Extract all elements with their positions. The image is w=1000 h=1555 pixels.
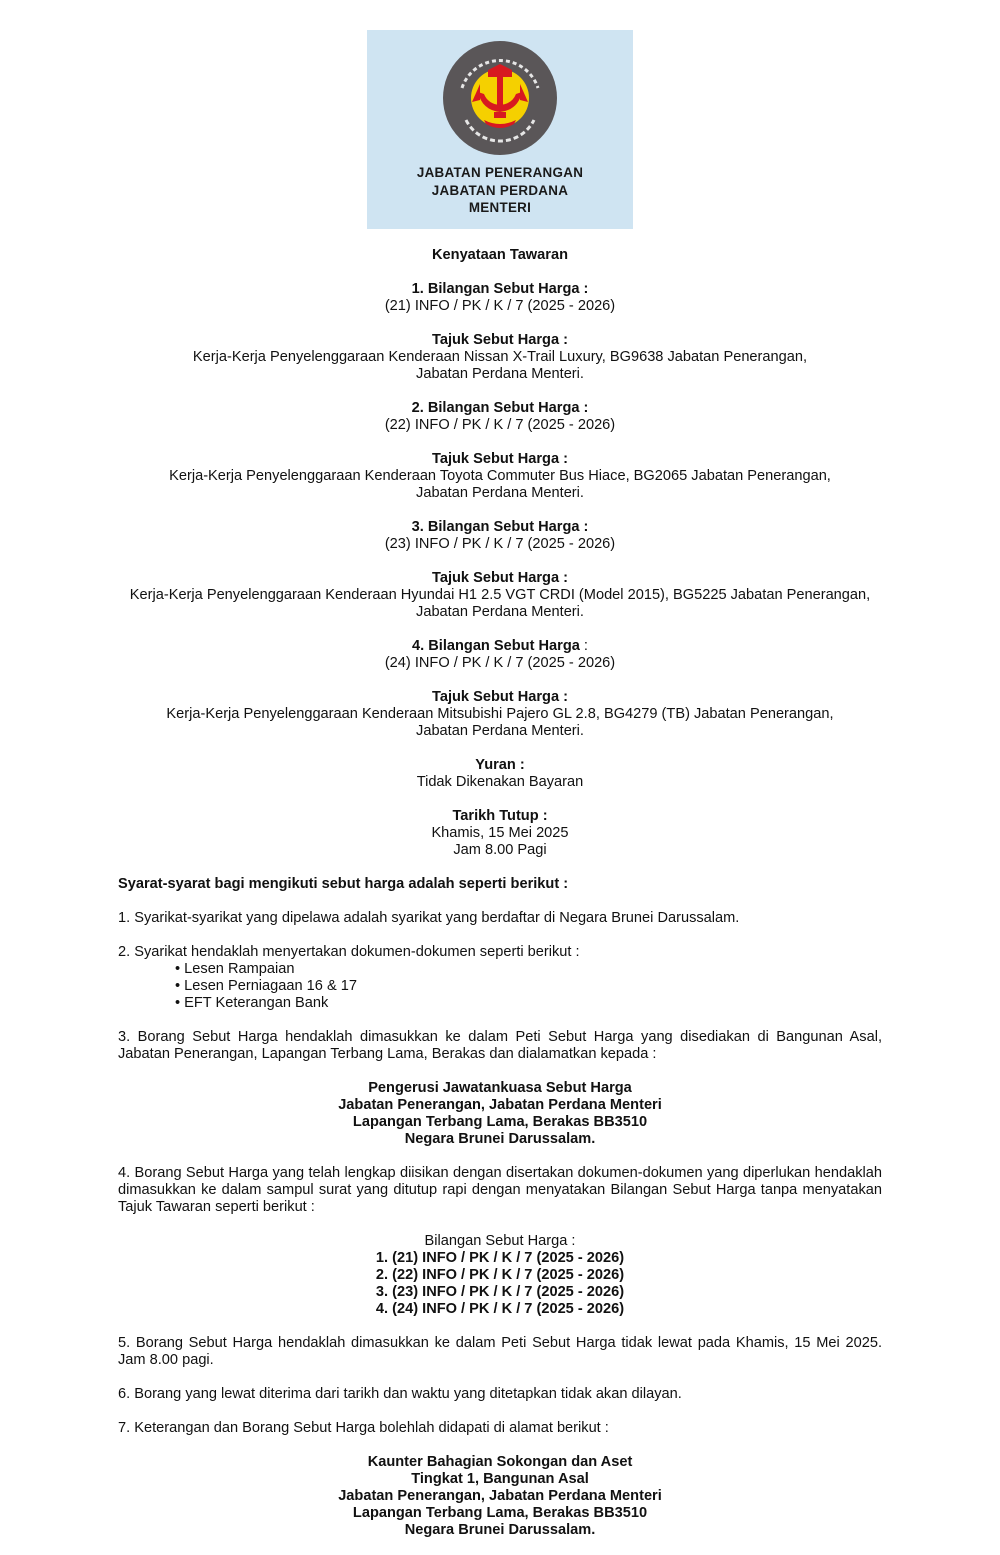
closing-time: Jam 8.00 Pagi (453, 842, 547, 858)
quote-number-label: 1. Bilangan Sebut Harga : (411, 281, 589, 297)
closing-date: Khamis, 15 Mei 2025 (431, 825, 569, 841)
logo-line: JABATAN PENERANGAN (416, 165, 584, 180)
quote-title: Kerja-Kerja Penyelenggaraan Kenderaan Mitsubishi Pajero GL 2.8, BG4279 (TB) Jabatan Penerangan, (166, 706, 834, 722)
quote-number-label-row (118, 638, 882, 655)
quote-title-label: Tajuk Sebut Harga : (432, 689, 568, 705)
list-item: • EFT Keterangan Bank (175, 995, 329, 1011)
quote-title-label: Tajuk Sebut Harga : (432, 570, 568, 586)
crest-emblem-icon (442, 40, 558, 156)
quote-number-label-suffix: : (579, 638, 588, 654)
address-line: Negara Brunei Darussalam. (404, 1131, 596, 1147)
term-7: 7. Keterangan dan Borang Sebut Harga bolehlah didapati di alamat berikut : (118, 1420, 609, 1436)
quote-title: Kerja-Kerja Penyelenggaraan Kenderaan Hyundai H1 2.5 VGT CRDI (Model 2015), BG5225 Jabatan Penerangan, (129, 587, 871, 603)
quote-number: (23) INFO / PK / K / 7 (2025 - 2026) (384, 536, 616, 552)
quote-number: (22) INFO / PK / K / 7 (2025 - 2026) (384, 417, 616, 433)
quote-title: Kerja-Kerja Penyelenggaraan Kenderaan Toyota Commuter Bus Hiace, BG2065 Jabatan Penerangan, (169, 468, 831, 484)
quote-number-label: 4. Bilangan Sebut Harga (412, 638, 580, 654)
document-list (118, 961, 882, 1012)
logo-line: MENTERI (468, 200, 532, 215)
fee-label: Yuran : (475, 757, 525, 773)
fee-value: Tidak Dikenakan Bayaran (416, 774, 584, 790)
quote-number: (21) INFO / PK / K / 7 (2025 - 2026) (384, 298, 616, 314)
counter-address (118, 1454, 882, 1539)
terms-heading: Syarat-syarat bagi mengikuti sebut harga adalah seperti berikut : (118, 876, 569, 892)
address-line: Tingkat 1, Bangunan Asal (411, 1471, 589, 1487)
list-item: 4. (24) INFO / PK / K / 7 (2025 - 2026) (375, 1301, 625, 1317)
quote-title: Jabatan Perdana Menteri. (416, 604, 584, 620)
term-2: 2. Syarikat hendaklah menyertakan dokumen-dokumen seperti berikut : (118, 944, 580, 960)
address-line: Jabatan Penerangan, Jabatan Perdana Menteri (338, 1488, 662, 1504)
envelope-list (118, 1250, 882, 1318)
quote-title: Jabatan Perdana Menteri. (416, 485, 584, 501)
notice-body (118, 247, 882, 1539)
address-line: Lapangan Terbang Lama, Berakas BB3510 (352, 1505, 648, 1521)
term-6: 6. Borang yang lewat diterima dari tarikh dan waktu yang ditetapkan tidak akan dilayan. (118, 1386, 682, 1402)
closing-label: Tarikh Tutup : (452, 808, 548, 824)
address-line: Kaunter Bahagian Sokongan dan Aset (367, 1454, 633, 1470)
list-item: • Lesen Rampaian (175, 961, 295, 977)
submission-address (118, 1080, 882, 1148)
department-logo (367, 30, 633, 229)
address-line: Pengerusi Jawatankuasa Sebut Harga (368, 1080, 632, 1096)
quote-title: Jabatan Perdana Menteri. (416, 723, 584, 739)
logo-caption (367, 164, 633, 217)
quote-title-label: Tajuk Sebut Harga : (432, 332, 568, 348)
list-item: • Lesen Perniagaan 16 & 17 (175, 978, 357, 994)
address-line: Jabatan Penerangan, Jabatan Perdana Menteri (338, 1097, 662, 1113)
address-line: Lapangan Terbang Lama, Berakas BB3510 (352, 1114, 648, 1130)
quote-title: Jabatan Perdana Menteri. (416, 366, 584, 382)
list-item: 1. (21) INFO / PK / K / 7 (2025 - 2026) (375, 1250, 625, 1266)
quote-number-label: 3. Bilangan Sebut Harga : (411, 519, 589, 535)
list-item: 2. (22) INFO / PK / K / 7 (2025 - 2026) (375, 1267, 625, 1283)
term-4: 4. Borang Sebut Harga yang telah lengkap diisikan dengan disertakan dokumen-dokumen yang diperlukan hendaklah dimasukkan ke dalam sampul surat yang ditutup rapi dengan menyatakan Bilangan Sebut Harga tanpa menyatakan Tajuk Tawaran seperti berikut : (118, 1165, 882, 1215)
term-3: 3. Borang Sebut Harga hendaklah dimasukkan ke dalam Peti Sebut Harga yang disediakan di Bangunan Asal, Jabatan Penerangan, Lapangan Terbang Lama, Berakas dan dialamatkan kepada : (118, 1029, 882, 1062)
list-item: 3. (23) INFO / PK / K / 7 (2025 - 2026) (375, 1284, 625, 1300)
quote-number-label: 2. Bilangan Sebut Harga : (411, 400, 589, 416)
address-line: Negara Brunei Darussalam. (404, 1522, 596, 1538)
quote-title-label: Tajuk Sebut Harga : (432, 451, 568, 467)
notice-title: Kenyataan Tawaran (432, 247, 568, 263)
quote-title: Kerja-Kerja Penyelenggaraan Kenderaan Nissan X-Trail Luxury, BG9638 Jabatan Penerangan, (192, 349, 808, 365)
term-5: 5. Borang Sebut Harga hendaklah dimasukkan ke dalam Peti Sebut Harga tidak lewat pada Khamis, 15 Mei 2025. Jam 8.00 pagi. (118, 1335, 882, 1368)
term-1: 1. Syarikat-syarikat yang dipelawa adalah syarikat yang berdaftar di Negara Brunei Darussalam. (118, 910, 740, 926)
quote-number: (24) INFO / PK / K / 7 (2025 - 2026) (384, 655, 616, 671)
logo-line: JABATAN PERDANA (431, 182, 569, 198)
envelope-label: Bilangan Sebut Harga : (424, 1233, 576, 1249)
